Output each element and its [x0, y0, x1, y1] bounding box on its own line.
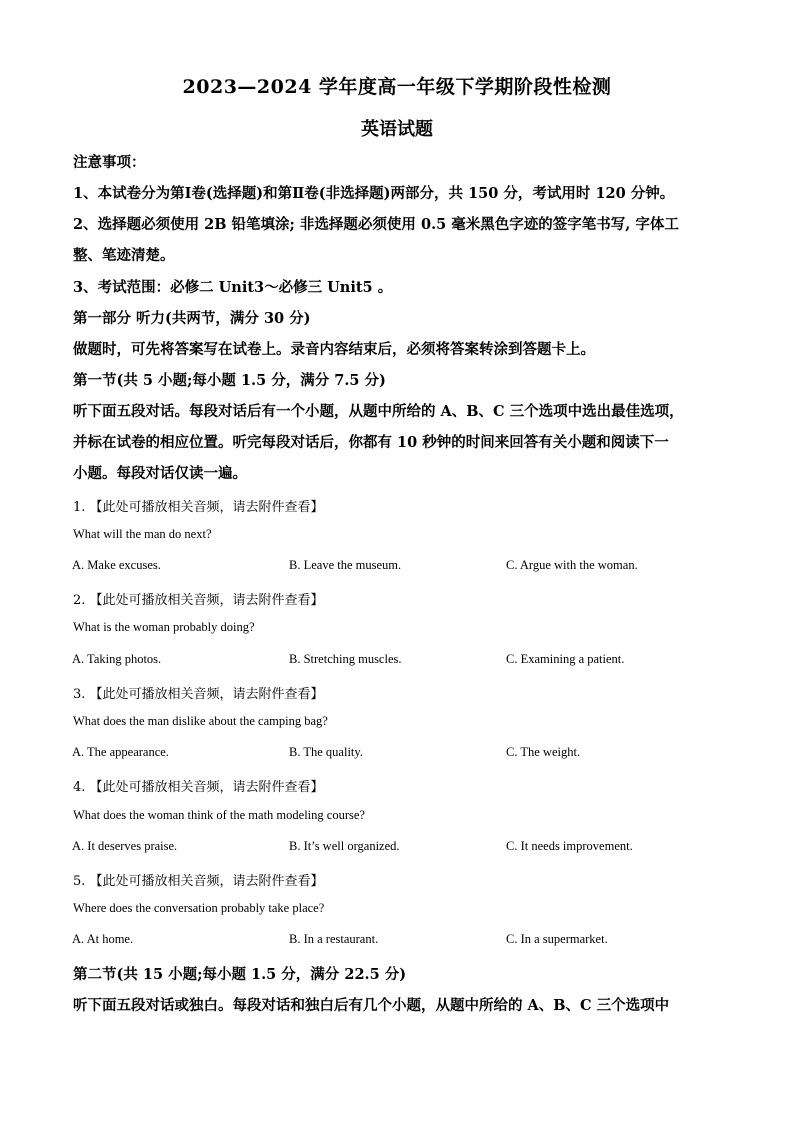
q2-option-c: C. Examining a patient. — [506, 652, 625, 666]
q5-option-b: B. In a restaurant. — [289, 932, 379, 946]
section1-instruction-line-2: 并标在试卷的相应位置。听完每段对话后，你都有 10 秒钟的时间来回答有关小题和阅读下一 — [73, 434, 669, 451]
q4-option-b: B. It’s well organized. — [289, 839, 400, 853]
q4-option-c: C. It needs improvement. — [506, 839, 633, 853]
q3-option-b: B. The quality. — [289, 745, 363, 759]
audio-placeholder-q2[interactable]: 2. 【此处可播放相关音频，请去附件查看】 — [73, 593, 324, 608]
part1-instruction: 做题时，可先将答案写在试卷上。录音内容结束后，必须将答案转涂到答题卡上。 — [73, 341, 595, 358]
audio-placeholder-q1[interactable]: 1. 【此处可播放相关音频，请去附件查看】 — [73, 500, 324, 515]
question-3-text: What does the man dislike about the camping bag? — [73, 714, 328, 728]
audio-placeholder-q3[interactable]: 3. 【此处可播放相关音频，请去附件查看】 — [73, 687, 324, 702]
q1-option-b: B. Leave the museum. — [289, 558, 402, 572]
part1-heading: 第一部分 听力(共两节，满分 30 分) — [73, 310, 311, 327]
section1-instruction-line-1: 听下面五段对话。每段对话后有一个小题，从题中所给的 A、B、C 三个选项中选出最佳选项， — [73, 403, 684, 420]
q5-option-a: A. At home. — [72, 932, 134, 946]
note-item-2-line-1: 2、选择题必须使用 2B 铅笔填涂; 非选择题必须使用 0.5 毫米黑色字迹的签字笔书写, 字体工 — [73, 216, 679, 233]
note-item-2-line-2: 整、笔迹清楚。 — [73, 247, 175, 264]
q2-option-a: A. Taking photos. — [72, 652, 162, 666]
audio-placeholder-q4[interactable]: 4. 【此处可播放相关音频，请去附件查看】 — [73, 780, 324, 795]
note-item-3: 3、考试范围：必修二 Unit3～必修三 Unit5 。 — [73, 279, 393, 296]
question-4-text: What does the woman think of the math modeling course? — [73, 808, 365, 822]
q1-option-a: A. Make excuses. — [72, 558, 161, 572]
section1-heading: 第一节(共 5 小题;每小题 1.5 分，满分 7.5 分) — [73, 372, 386, 389]
q3-option-a: A. The appearance. — [72, 745, 169, 759]
notes-heading: 注意事项： — [73, 154, 146, 171]
section2-instruction-line-1: 听下面五段对话或独白。每段对话和独白后有几个小题，从题中所给的 A、B、C 三个选项中 — [73, 997, 670, 1014]
section2-heading: 第二节(共 15 小题;每小题 1.5 分，满分 22.5 分) — [73, 966, 407, 983]
question-2-text: What is the woman probably doing? — [73, 620, 255, 634]
q3-option-c: C. The weight. — [506, 745, 581, 759]
q5-option-c: C. In a supermarket. — [506, 932, 608, 946]
question-1-text: What will the man do next? — [73, 527, 212, 541]
q1-option-c: C. Argue with the woman. — [506, 558, 638, 572]
exam-subject: 英语试题 — [361, 119, 433, 140]
exam-title: 2023—2024 学年度高一年级下学期阶段性检测 — [182, 76, 612, 98]
q4-option-a: A. It deserves praise. — [72, 839, 178, 853]
note-item-1: 1、本试卷分为第Ⅰ卷(选择题)和第Ⅱ卷(非选择题)两部分，共 150 分，考试用时 120 分钟。 — [73, 185, 675, 202]
section1-instruction-line-3: 小题。每段对话仅读一遍。 — [73, 465, 247, 482]
audio-placeholder-q5[interactable]: 5. 【此处可播放相关音频，请去附件查看】 — [73, 874, 324, 889]
q2-option-b: B. Stretching muscles. — [289, 652, 402, 666]
question-5-text: Where does the conversation probably take place? — [73, 901, 325, 915]
